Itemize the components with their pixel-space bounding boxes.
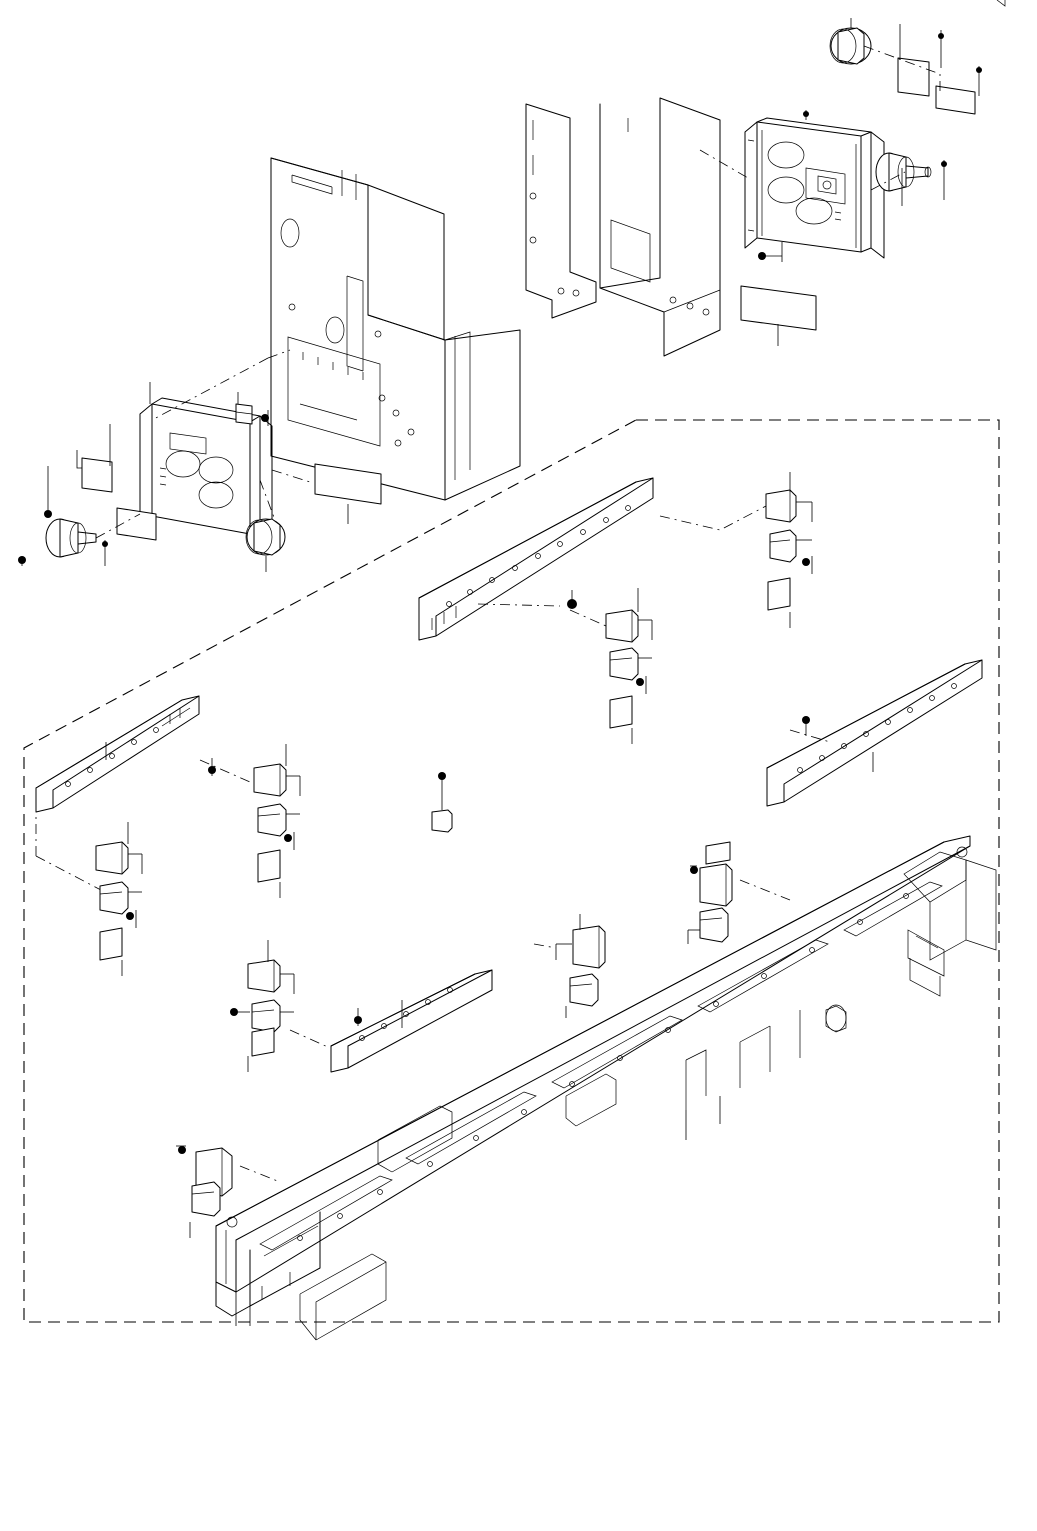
angle-bracket-center [534,914,605,1018]
bracket-cluster-upper-right [660,472,812,628]
bracket-cluster-left-mid [200,744,300,898]
motor-hub-left [46,519,96,557]
bracket-cluster-mid [478,588,652,744]
small-cover-plate-right [898,58,975,114]
corner-mark [997,0,1005,6]
label-plate-left [315,464,381,504]
mount-bracket-left [236,404,269,424]
small-cover-plate-left [82,458,156,540]
side-wall-panel [526,98,720,356]
bracket-cluster-center-low [230,940,294,1072]
bracket-single-center [432,772,452,832]
label-plate-right [741,286,816,330]
rail-center [290,970,492,1072]
bracket-cluster-far-left [96,822,142,976]
motor-hub [876,153,931,191]
chassis-box-panel [271,158,520,500]
lower-subassembly-zone [24,420,999,1322]
end-plate-right [745,118,884,258]
round-cap-left [246,519,285,555]
main-rail-long [216,836,996,1340]
rail-short-lower [767,660,982,806]
angle-bracket-right [688,842,790,944]
